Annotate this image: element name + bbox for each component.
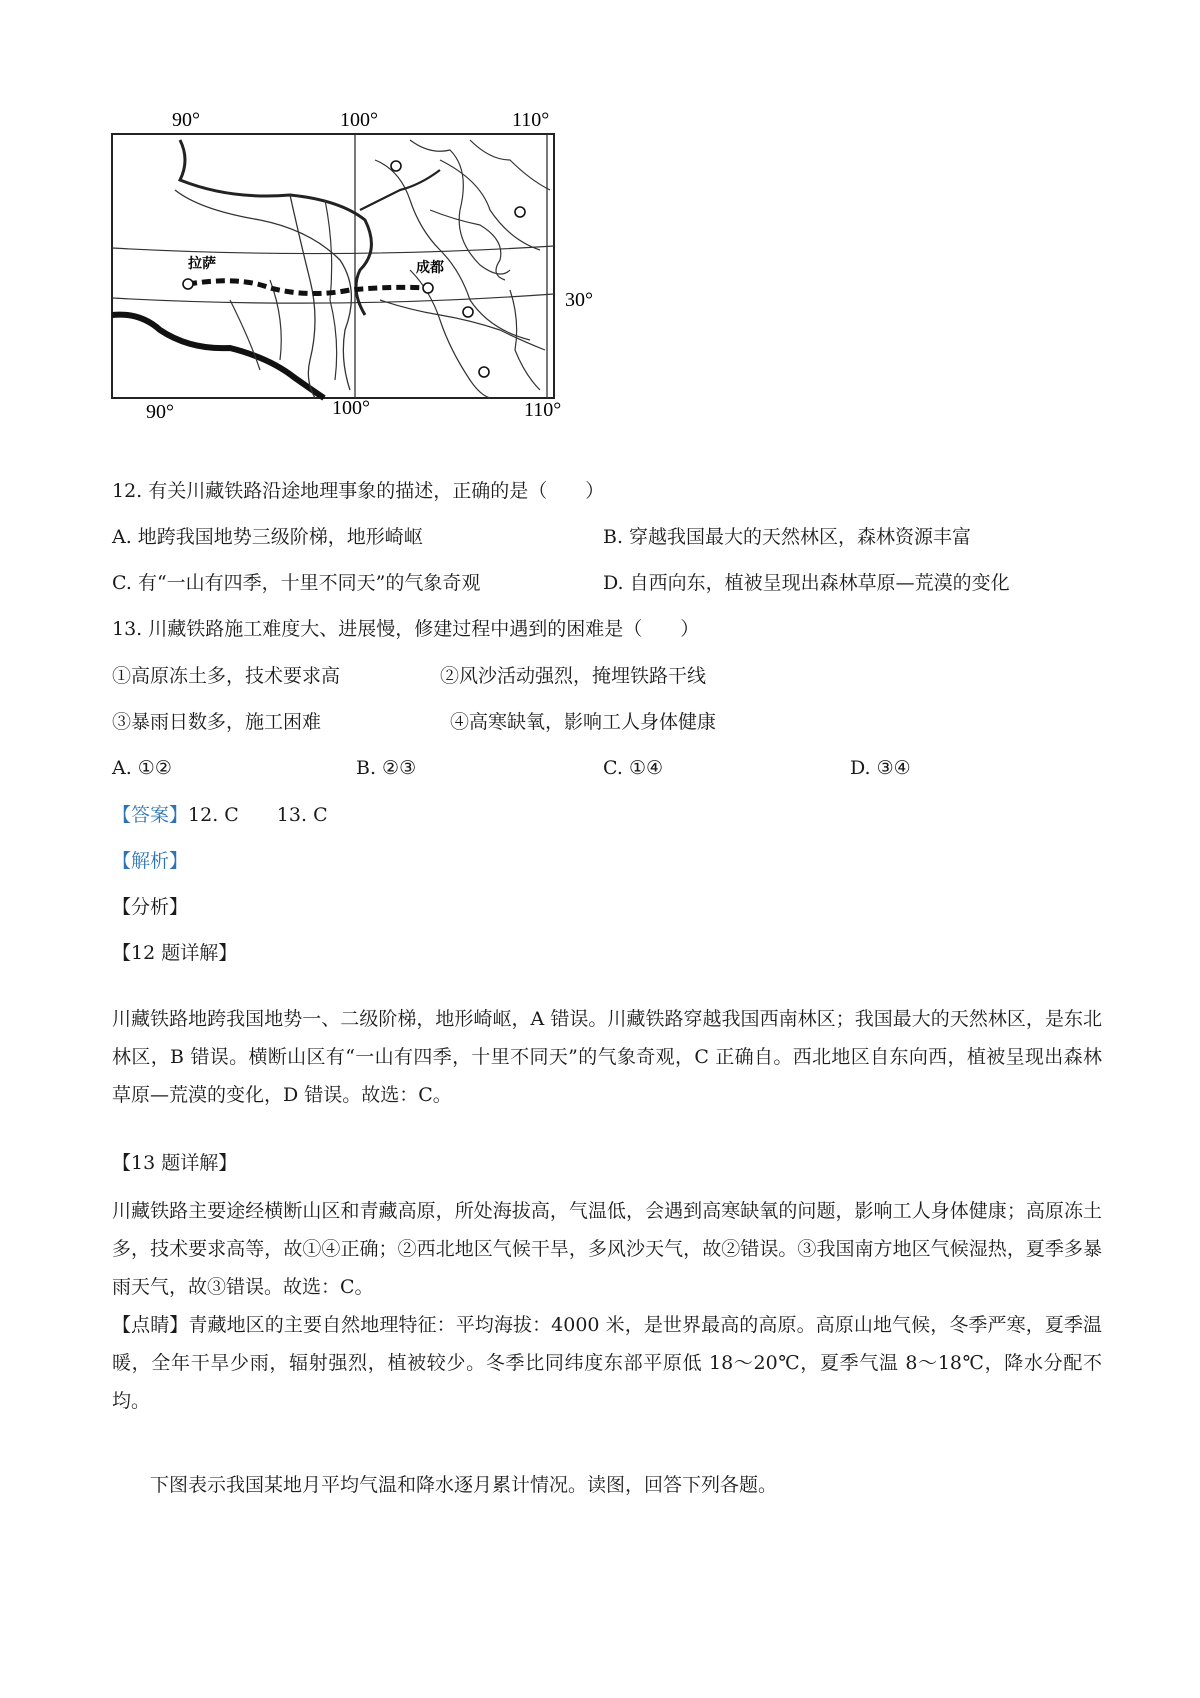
q13-statement-4: ④高寒缺氧，影响工人身体健康 <box>450 711 717 733</box>
top-label-100: 100° <box>340 109 378 131</box>
q13-option-c: C. ①④ <box>603 757 664 779</box>
lat-label-30: 30° <box>565 289 593 311</box>
next-intro: 下图表示我国某地月平均气温和降水逐月累计情况。读图，回答下列各题。 <box>150 1474 778 1496</box>
answer-tag: 【答案】 <box>112 804 189 826</box>
dianjing-text: 【点睛】青藏地区的主要自然地理特征：平均海拔：4000 米，是世界最高的高原。高原山地气候，冬季严寒，夏季温暖，全年干旱少雨，辐射强烈，植被较少。冬季比同纬度东部平原低 18～20℃，夏季气温 8～18℃，降水分配不均。 <box>112 1314 1102 1412</box>
fenxi-tag: 【分析】 <box>112 896 189 918</box>
lhasa-marker <box>183 279 193 289</box>
railway-map <box>110 100 670 460</box>
bottom-label-110: 110° <box>524 399 562 421</box>
q12-stem: 12. 有关川藏铁路沿途地理事象的描述，正确的是（ ） <box>112 480 605 502</box>
answer-text: 12. C 13. C <box>188 804 328 826</box>
q12-option-b: B. 穿越我国最大的天然林区，森林资源丰富 <box>603 526 972 548</box>
top-label-90: 90° <box>172 109 200 131</box>
q13-statement-3: ③暴雨日数多，施工困难 <box>112 711 322 733</box>
chengdu-marker <box>423 283 433 293</box>
q12-option-c: C. 有“一山有四季，十里不同天”的气象奇观 <box>112 572 481 594</box>
bottom-label-90: 90° <box>146 401 174 423</box>
q12-option-d: D. 自西向东，植被呈现出森林草原—荒漠的变化 <box>603 572 1010 594</box>
q12-option-a: A. 地跨我国地势三级阶梯，地形崎岖 <box>112 526 423 548</box>
city-label-chengdu: 成都 <box>416 260 444 276</box>
q13-stem: 13. 川藏铁路施工难度大、进展慢，修建过程中遇到的困难是（ ） <box>112 618 700 640</box>
bottom-label-100: 100° <box>332 397 370 419</box>
jiexi-tag: 【解析】 <box>112 850 189 872</box>
q13-statement-1: ①高原冻土多，技术要求高 <box>112 665 341 687</box>
top-label-110: 110° <box>512 109 550 131</box>
city-label-lhasa: 拉萨 <box>188 256 216 272</box>
q13-option-a: A. ①② <box>112 757 172 779</box>
q13-option-d: D. ③④ <box>850 757 911 779</box>
detail-12-title: 【12 题详解】 <box>112 942 238 964</box>
answer-line <box>112 800 328 830</box>
map-frame <box>112 134 554 398</box>
detail-13-text: 川藏铁路主要途经横断山区和青藏高原，所处海拔高，气温低，会遇到高寒缺氧的问题，影响工人身体健康；高原冻土多，技术要求高等，故①④正确；②西北地区气候干旱，多风沙天气，故②错误。③我国南方地区气候湿热，夏季多暴雨天气，故③错误。故选：C。 <box>112 1200 1102 1298</box>
detail-12-text: 川藏铁路地跨我国地势一、二级阶梯，地形崎岖，A 错误。川藏铁路穿越我国西南林区；我国最大的天然林区，是东北林区，B 错误。横断山区有“一山有四季，十里不同天”的气象奇观，C 正确自。西北地区自东向西，植被呈现出森林草原—荒漠的变化，D 错误。故选：C。 <box>112 1008 1102 1106</box>
q13-statement-2: ②风沙活动强烈，掩埋铁路干线 <box>440 665 707 687</box>
detail-13-title: 【13 题详解】 <box>112 1152 238 1174</box>
q13-option-b: B. ②③ <box>356 757 417 779</box>
